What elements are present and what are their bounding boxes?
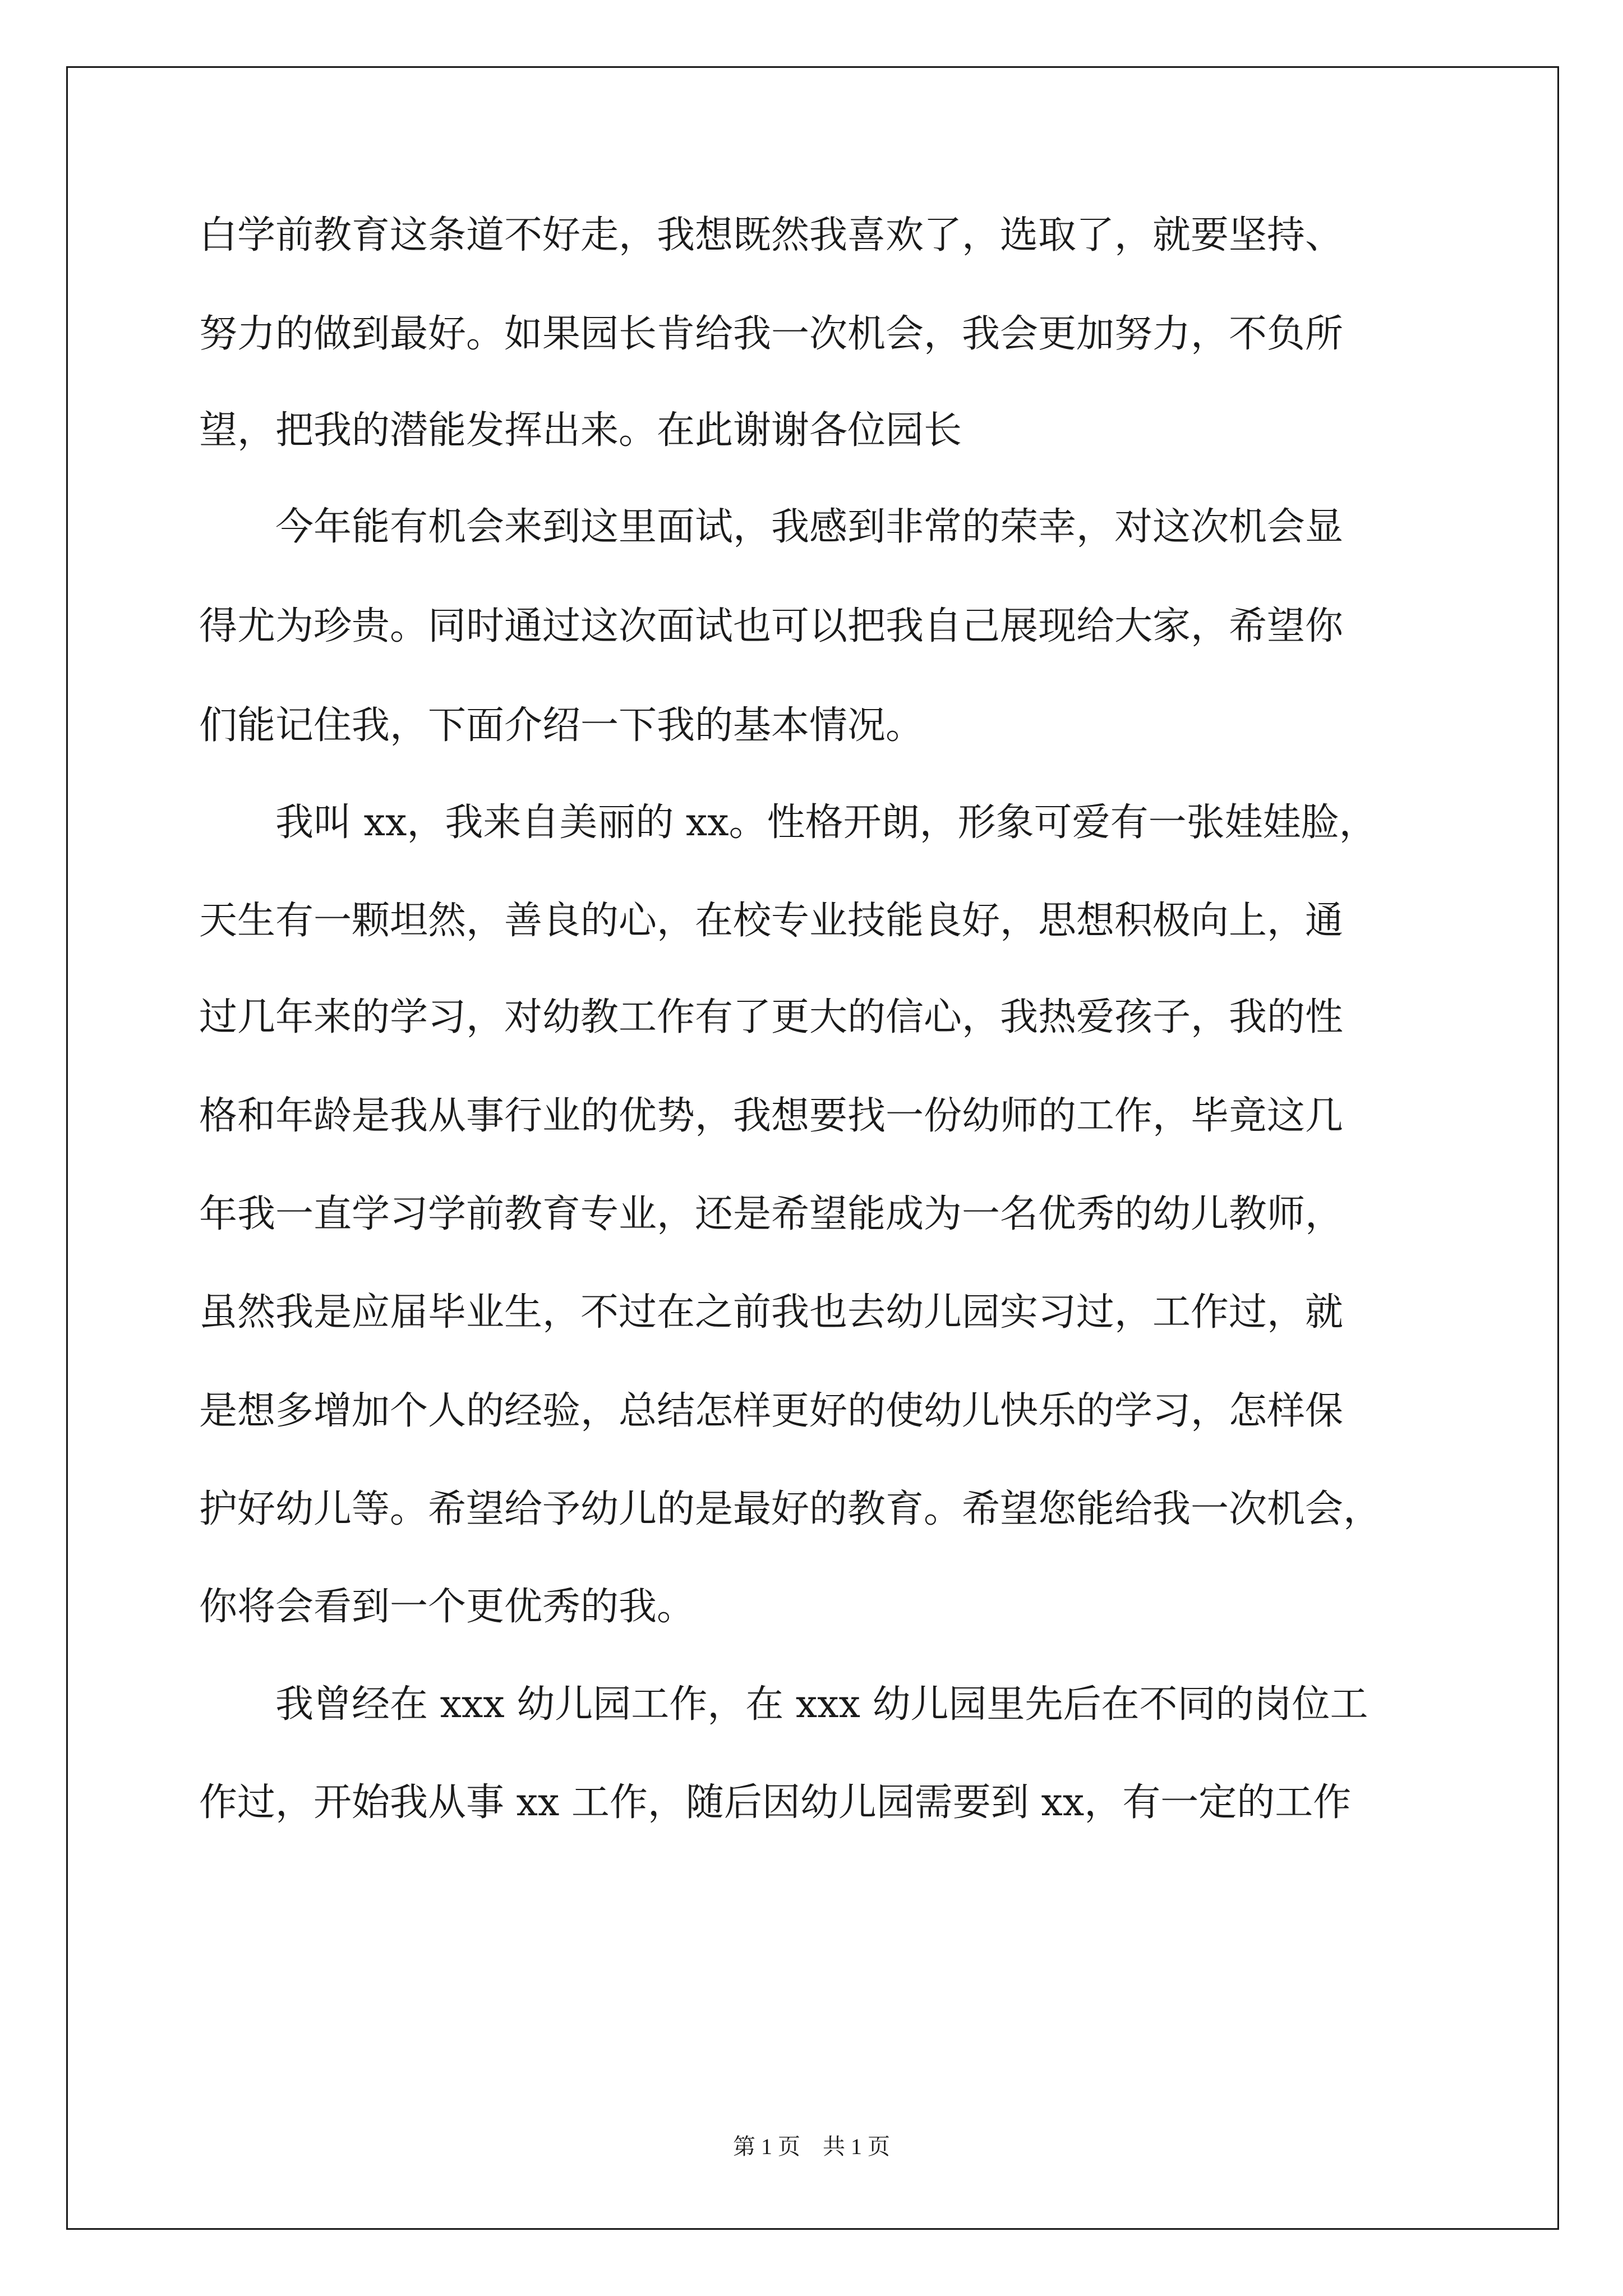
- text-line: 白学前教育这条道不好走，我想既然我喜欢了，选取了，就要坚持、: [199, 213, 1344, 257]
- text-line: 我叫 xx，我来自美丽的 xx。性格开朗，形象可爱有一张娃娃脸，: [199, 800, 1377, 845]
- text-line: 年我一直学习学前教育专业，还是希望能成为一名优秀的幼儿教师，: [199, 1192, 1344, 1236]
- text-line: 我曾经在 xxx 幼儿园工作，在 xxx 幼儿园里先后在不同的岗位工: [199, 1682, 1368, 1727]
- text-line: 努力的做到最好。如果园长肯给我一次机会，我会更加努力，不负所: [199, 312, 1344, 356]
- page-footer: 第 1 页 共 1 页: [733, 2134, 890, 2159]
- text-line: 你将会看到一个更优秀的我。: [199, 1585, 695, 1629]
- text-line: 过几年来的学习，对幼教工作有了更大的信心，我热爱孩子，我的性: [199, 995, 1344, 1039]
- text-line: 作过，开始我从事 xx 工作，随后因幼儿园需要到 xx，有一定的工作: [199, 1780, 1352, 1825]
- text-line: 望，把我的潜能发挥出来。在此谢谢各位园长: [199, 408, 962, 453]
- text-line: 是想多增加个人的经验，总结怎样更好的使幼儿快乐的学习，怎样保: [199, 1389, 1344, 1433]
- text-line: 今年能有机会来到这里面试，我感到非常的荣幸，对这次机会显: [199, 505, 1344, 549]
- text-line: 格和年龄是我从事行业的优势，我想要找一份幼师的工作，毕竟这几: [199, 1094, 1344, 1138]
- page-border: [66, 66, 1559, 2230]
- text-line: 护好幼儿等。希望给予幼儿的是最好的教育。希望您能给我一次机会，: [199, 1487, 1382, 1531]
- text-line: 得尤为珍贵。同时通过这次面试也可以把我自己展现给大家，希望你: [199, 604, 1344, 648]
- text-line: 天生有一颗坦然，善良的心，在校专业技能良好，思想积极向上，通: [199, 899, 1344, 943]
- text-line: 虽然我是应届毕业生，不过在之前我也去幼儿园实习过，工作过，就: [199, 1290, 1344, 1335]
- text-line: 们能记住我，下面介绍一下我的基本情况。: [199, 703, 924, 748]
